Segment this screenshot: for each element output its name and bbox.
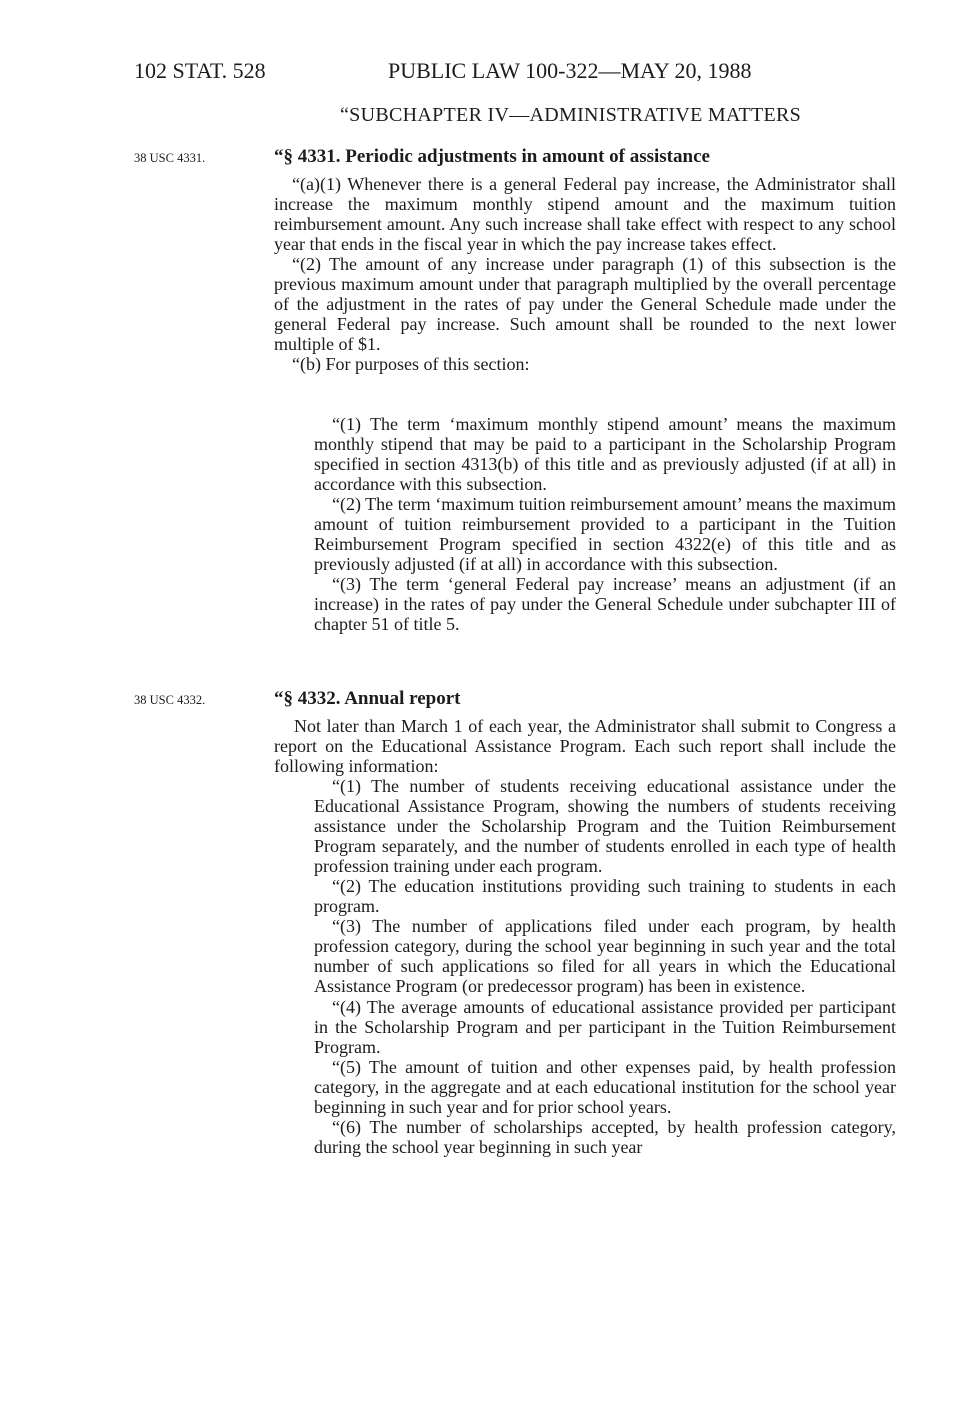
paragraph-a2: “(2) The amount of any increase under paragraph (1) of this subsection is the previous maximum amount under that paragraph multiplied by the overall percentage of the adjustment in the rates of pay under the General Schedule made under the general Federal pay increase. Such amount shall be rounded to the next lower multiple of $1. [274, 254, 896, 355]
report-item: “(3) The number of applications filed under each program, by health profession category, during the school year beginning in such year and the total number of such applications so filed for all years in which the Educational Assistance Program (or predecessor program) has been in existence. [314, 916, 896, 997]
report-item: “(6) The number of scholarships accepted, by health profession category, during the school year beginning in such year [314, 1116, 896, 1157]
section-4332-items [314, 776, 896, 1157]
report-item: “(1) The number of students receiving educational assistance under the Educational Assistance Program, showing the numbers of students receiving assistance under the Scholarship Program and the Tuition Reimbursement Program separately, and the number of students enrolled in each type of health profession training under each program. [314, 776, 896, 877]
report-item: “(4) The average amounts of educational assistance provided per participant in the Scholarship Program and per participant in the Tuition Reimbursement Program. [314, 996, 896, 1057]
report-item: “(5) The amount of tuition and other expenses paid, by health profession category, in the aggregate and at each educational institution for the school year beginning in such year and for prior school years. [314, 1056, 896, 1117]
paragraph-b-intro: “(b) For purposes of this section: [292, 354, 530, 375]
subchapter-title: “SUBCHAPTER IV—ADMINISTRATIVE MATTERS [340, 104, 802, 126]
margin-citation-4332: 38 USC 4332. [134, 693, 206, 707]
section-heading-4331: “§ 4331. Periodic adjustments in amount of assistance [274, 146, 710, 167]
report-intro-paragraph: Not later than March 1 of each year, the Administrator shall submit to Congress a report on the Educational Assistance Program. Each such report shall include the following information: [274, 716, 896, 777]
definition-item: “(1) The term ‘maximum monthly stipend amount’ means the maximum monthly stipend that may be paid to a participant in the Scholarship Program specified in section 4313(b) of this title and as previously adjusted (if at all) in accordance with this subsection. [314, 414, 896, 495]
margin-citation-4331: 38 USC 4331. [134, 151, 206, 165]
section-4331-definitions [314, 414, 896, 635]
section-4331-subsection-a [274, 174, 896, 374]
section-heading-4332: “§ 4332. Annual report [274, 688, 461, 709]
report-item: “(2) The education institutions providing such training to students in each program. [314, 876, 896, 917]
definition-item: “(2) The term ‘maximum tuition reimbursement amount’ means the maximum amount of tuition reimbursement provided to a participant in the Tuition Reimbursement Program specified in section 4322(e) of this title and as previously adjusted (if at all) in accordance with this subsection. [314, 494, 896, 575]
stat-page-number: 102 STAT. 528 [134, 58, 266, 83]
section-4332-intro [274, 716, 896, 776]
page-header [0, 58, 961, 88]
public-law-title: PUBLIC LAW 100-322—MAY 20, 1988 [388, 58, 752, 83]
definition-item: “(3) The term ‘general Federal pay increase’ means an adjustment (if an increase) in the rates of pay under the General Schedule under subchapter III of chapter 51 of title 5. [314, 574, 896, 635]
paragraph-a1: “(a)(1) Whenever there is a general Federal pay increase, the Administrator shall increase the maximum monthly stipend amount and the maximum tuition reimbursement amount. Any such increase shall take effect with respect to any school year that ends in the fiscal year in which the pay increase takes effect. [274, 174, 896, 255]
